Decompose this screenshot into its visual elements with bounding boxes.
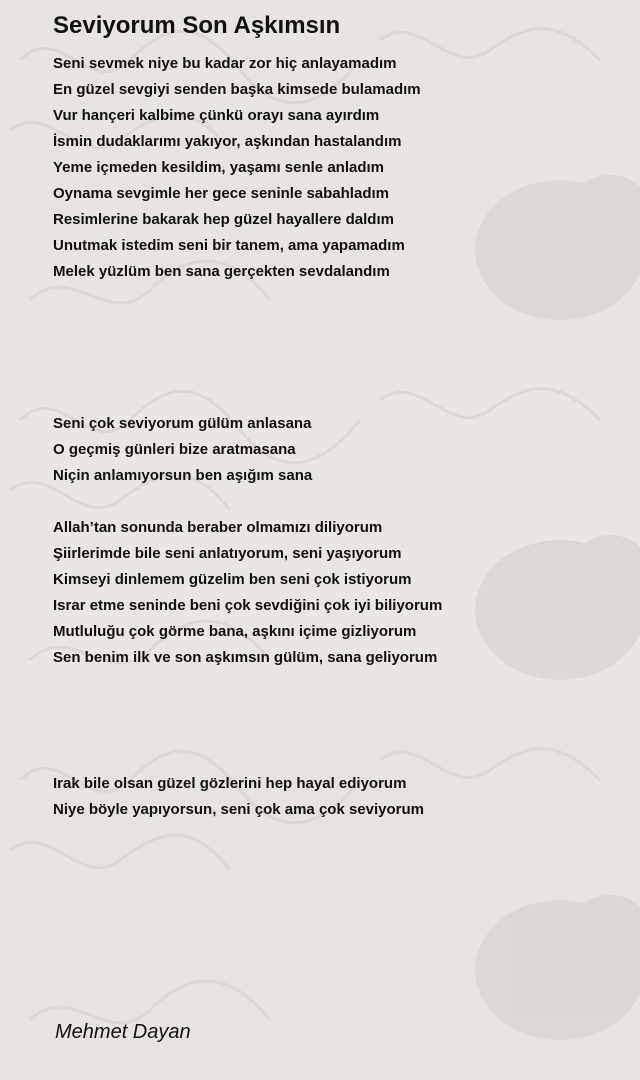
- poem-line: Israr etme seninde beni çok sevdiğini çok iyi biliyorum: [53, 597, 443, 614]
- poem-line: O geçmiş günleri bize aratmasana: [53, 441, 296, 458]
- poem-line: Mutluluğu çok görme bana, aşkını içime gizliyorum: [53, 623, 417, 640]
- poem-line: Oynama sevgimle her gece seninle sabahladım: [53, 185, 389, 202]
- poem-line: Şiirlerimde bile seni anlatıyorum, seni yaşıyorum: [53, 545, 402, 562]
- poem-line: Kimseyi dinlemem güzelim ben seni çok istiyorum: [53, 571, 412, 588]
- poem-line: En güzel sevgiyi senden başka kimsede bulamadım: [53, 81, 421, 98]
- poem-line: Resimlerine bakarak hep güzel hayallere daldım: [53, 211, 394, 228]
- poem-line: Allah’tan sonunda beraber olmamızı diliyorum: [53, 519, 383, 536]
- poem-author: Mehmet Dayan: [55, 1021, 191, 1043]
- poem-line: Seni çok seviyorum gülüm anlasana: [53, 415, 312, 432]
- poem-line: Niçin anlamıyorsun ben aşığım sana: [53, 467, 313, 484]
- stanza-2: [53, 411, 312, 489]
- poem-line: Irak bile olsan güzel gözlerini hep hayal ediyorum: [53, 775, 407, 792]
- poem-line: Yeme içmeden kesildim, yaşamı senle anladım: [53, 159, 385, 176]
- stanza-1: [53, 51, 421, 285]
- poem-line: Unutmak istedim seni bir tanem, ama yapamadım: [53, 237, 405, 254]
- poem-line: Niye böyle yapıyorsun, seni çok ama çok seviyorum: [53, 801, 424, 818]
- poem-line: Seni sevmek niye bu kadar zor hiç anlayamadım: [53, 55, 397, 72]
- poem-line: Sen benim ilk ve son aşkımsın gülüm, sana geliyorum: [53, 649, 438, 666]
- poem-line: Melek yüzlüm ben sana gerçekten sevdalandım: [53, 263, 390, 280]
- poem-title: Seviyorum Son Aşkımsın: [53, 12, 341, 39]
- poem-line: İsmin dudaklarımı yakıyor, aşkından hastalandım: [53, 133, 402, 150]
- stanza-4: [53, 771, 424, 823]
- stanza-3: [53, 515, 442, 671]
- poem-line: Vur hançeri kalbime çünkü orayı sana ayırdım: [53, 107, 380, 124]
